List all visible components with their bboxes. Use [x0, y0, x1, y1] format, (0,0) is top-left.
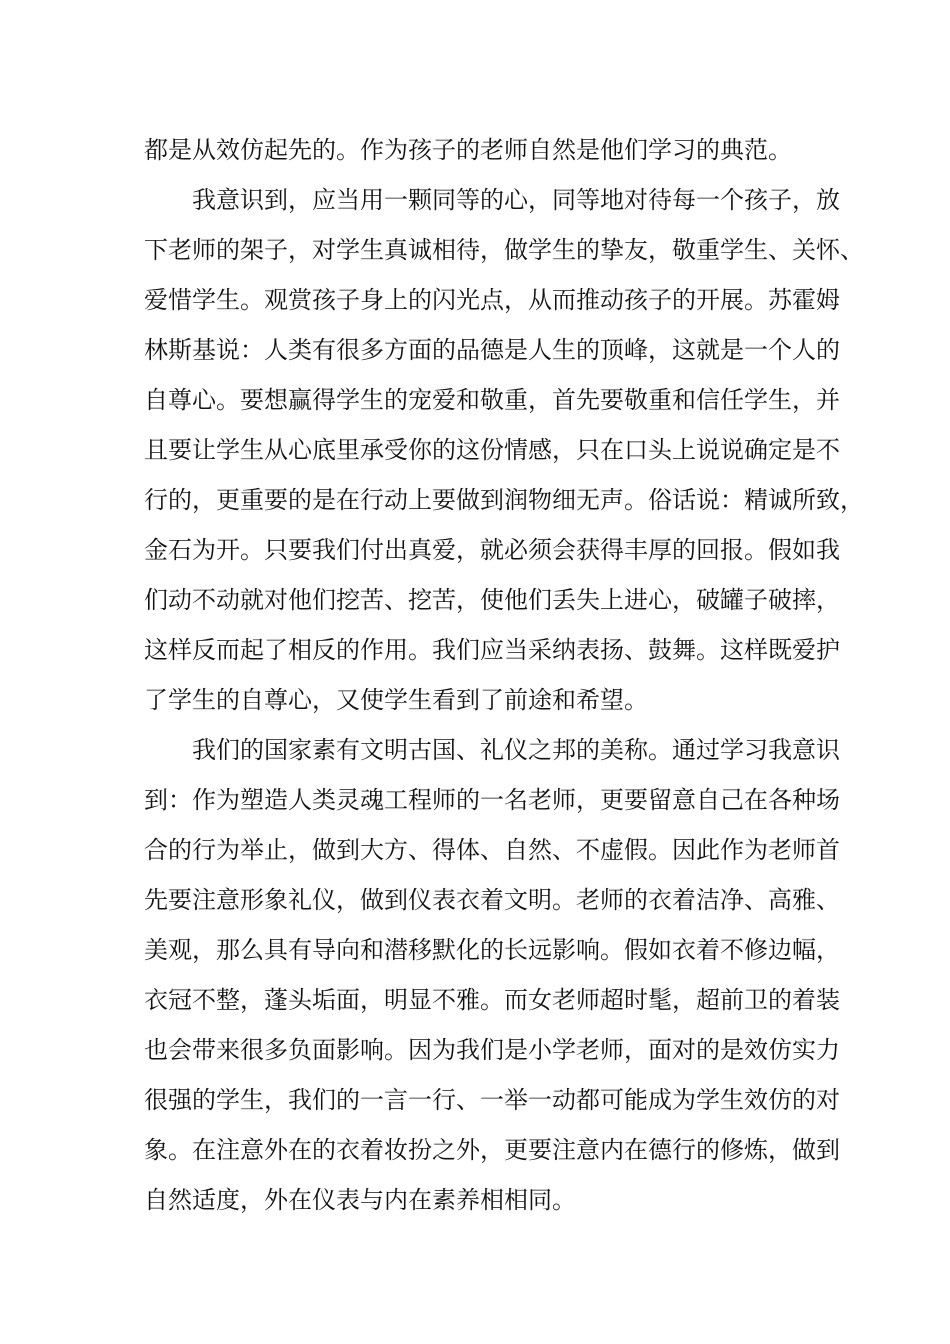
text-line: 我们的国家素有文明古国、礼仪之邦的美称。通过学习我意识: [192, 736, 840, 764]
text-line: 行的，更重要的是在行动上要做到润物细无声。俗话说：精诚所致，: [144, 486, 864, 514]
text-line: 很强的学生，我们的一言一行、一举一动都可能成为学生效仿的对: [144, 1086, 840, 1114]
text-line: 林斯基说：人类有很多方面的品德是人生的顶峰，这就是一个人的: [144, 336, 840, 364]
text-line: 自然适度，外在仪表与内在素养相相同。: [144, 1186, 576, 1214]
text-line: 美观，那么具有导向和潜移默化的长远影响。假如衣着不修边幅，: [144, 936, 840, 964]
text-line: 这样反而起了相反的作用。我们应当采纳表扬、鼓舞。这样既爱护: [144, 636, 840, 664]
text-line: 到：作为塑造人类灵魂工程师的一名老师，更要留意自己在各种场: [144, 786, 840, 814]
text-line: 先要注意形象礼仪，做到仪表衣着文明。老师的衣着洁净、高雅、: [144, 886, 840, 914]
text-line: 金石为开。只要我们付出真爱，就必须会获得丰厚的回报。假如我: [144, 536, 840, 564]
text-line: 且要让学生从心底里承受你的这份情感，只在口头上说说确定是不: [144, 436, 840, 464]
text-line: 自尊心。要想赢得学生的宠爱和敬重，首先要敬重和信任学生，并: [144, 386, 840, 414]
text-line: 象。在注意外在的衣着妆扮之外，更要注意内在德行的修炼，做到: [144, 1136, 840, 1164]
text-line: 了学生的自尊心，又使学生看到了前途和希望。: [144, 686, 648, 714]
text-line: 衣冠不整，蓬头垢面，明显不雅。而女老师超时髦，超前卫的着装: [144, 986, 840, 1014]
text-line: 合的行为举止，做到大方、得体、自然、不虚假。因此作为老师首: [144, 836, 840, 864]
text-line: 们动不动就对他们挖苦、挖苦，使他们丢失上进心，破罐子破摔，: [144, 586, 840, 614]
text-line: 爱惜学生。观赏孩子身上的闪光点，从而推动孩子的开展。苏霍姆: [144, 286, 840, 314]
text-line: 我意识到，应当用一颗同等的心，同等地对待每一个孩子，放: [192, 186, 840, 214]
text-line: 也会带来很多负面影响。因为我们是小学老师，面对的是效仿实力: [144, 1036, 840, 1064]
text-line: 都是从效仿起先的。作为孩子的老师自然是他们学习的典范。: [144, 136, 792, 164]
text-line: 下老师的架子，对学生真诚相待，做学生的挚友，敬重学生、关怀、: [144, 236, 864, 264]
